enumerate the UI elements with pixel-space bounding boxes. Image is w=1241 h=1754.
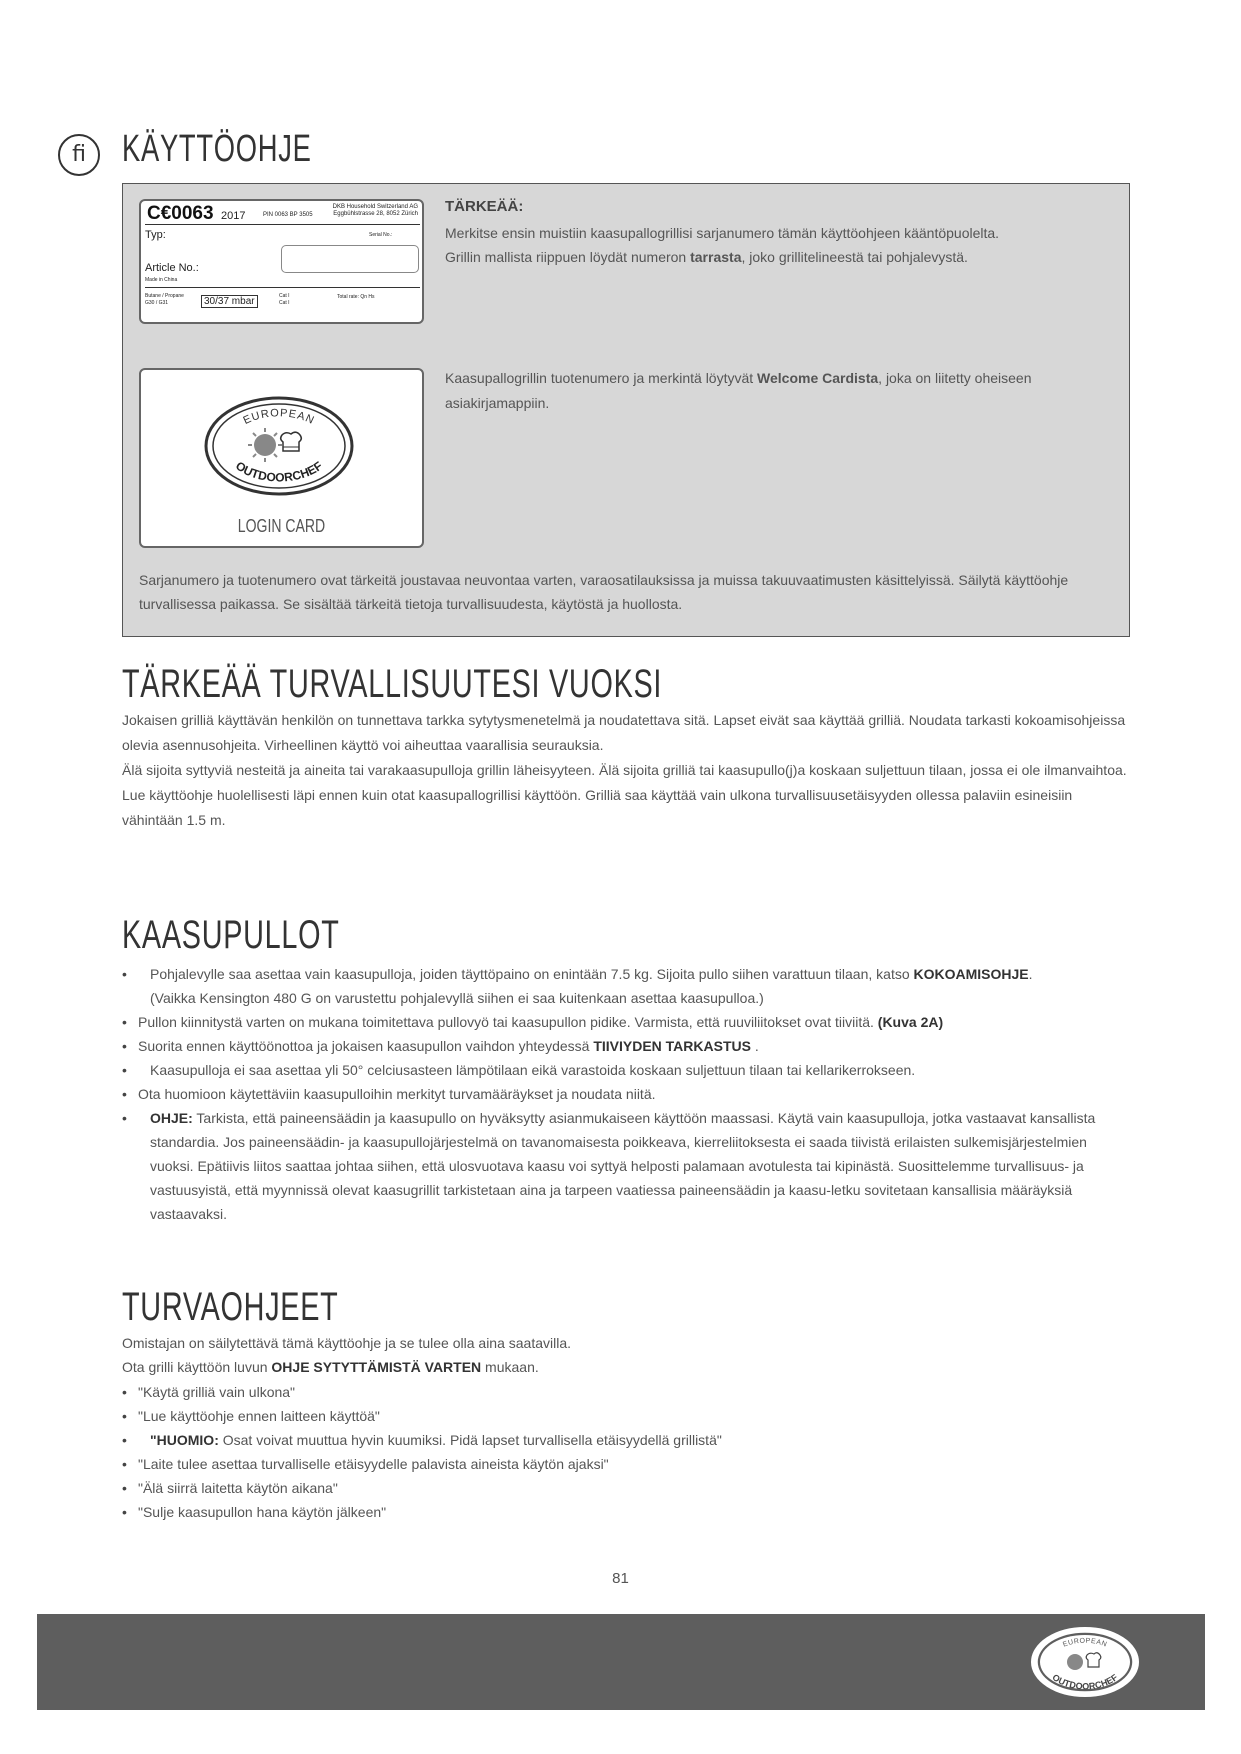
rating-label xyxy=(139,199,424,324)
list-item xyxy=(122,1428,1127,1452)
label-company: DKB Household Switzerland AG xyxy=(332,204,418,210)
outdoorchef-logo-icon xyxy=(203,395,355,497)
important-line2-bold: tarrasta xyxy=(690,249,742,265)
b3-bold: TIIVIYDEN TARKASTUS xyxy=(593,1038,751,1054)
label-year: 2017 xyxy=(221,210,246,222)
instructions-p1: Omistajan on säilytettävä tämä käyttöohje ja se tulee olla aina saatavilla. xyxy=(122,1335,572,1351)
login-text-bold: Welcome Cardista xyxy=(757,370,879,386)
outdoorchef-logo xyxy=(203,395,355,497)
i3-bold: "HUOMIO: xyxy=(150,1432,219,1448)
login-text-post: , joka on liitetty oheiseen asiakirjamappiin. xyxy=(445,370,1032,411)
logo-top-text: EUROPEAN xyxy=(241,407,317,428)
footer-outdoorchef-logo-icon xyxy=(1029,1625,1141,1700)
i4-text: "Laite tulee asettaa turvalliselle etäisyydelle palavista aineista käytön ajaksi" xyxy=(138,1456,609,1472)
list-item xyxy=(122,1106,1127,1226)
page-title: KÄYTTÖOHJE xyxy=(122,128,312,170)
list-item xyxy=(122,1404,1127,1428)
b1-line2: (Vaikka Kensington 480 G on varustettu pohjalevyllä siihen ei saa kuitenkaan asettaa kaasupulloa.) xyxy=(150,990,764,1006)
login-card-text xyxy=(445,366,1115,416)
important-line1: Merkitse ensin muistiin kaasupallogrillisi sarjanumero tämän käyttöohjeen kääntöpuolelta. xyxy=(445,225,1000,241)
safety-heading: TÄRKEÄÄ TURVALLISUUTESI VUOKSI xyxy=(122,662,663,706)
list-item xyxy=(122,1010,1127,1034)
b2-bold: (Kuva 2A) xyxy=(877,1014,944,1030)
list-item xyxy=(122,1500,1127,1524)
list-item xyxy=(122,1452,1127,1476)
label-total-rate: Total rate: Qn Hs xyxy=(337,294,375,300)
list-item xyxy=(122,1380,1127,1404)
label-category xyxy=(279,293,290,307)
p2-post: mukaan. xyxy=(481,1359,539,1375)
b6-text: Tarkista, että paineensäädin ja kaasupullo on hyväksytty asianmukaiseen käyttöön maassasi. Käytä vain kaasupulloja, jotka vastaavat kansallista standardia. Jos paineensäädin- ja kaasupullojärjestelmä on tavanomaisesta poikkeava, kierreliitoksesta ei saada tiivistä erilaisten sulkemisjärjestelmien vuoksi. Epätiivis liitos saattaa johtaa siihen, että ulosvuotava kaasu voi syttyä helposti palamaan avotulesta tai kipinästä. Suosittelemme turvallisuus- ja vastuusyistä, että myynnissä olevat kaasugrillit tarkistetaan aina ja tarpeen vaatiessa paineensäädin ja kaasu-letku sovitetaan kansallisia määräyksiä vastaavaksi. xyxy=(150,1110,1096,1222)
b1-post: . xyxy=(1028,966,1033,982)
rating-label-header xyxy=(145,203,420,225)
cylinders-list xyxy=(122,962,1127,1226)
b3-pre: Suorita ennen käyttöönottoa ja jokaisen kaasupullon vaihdon yhteydessä xyxy=(138,1038,594,1054)
label-pressure: 30/37 mbar xyxy=(201,295,258,308)
instructions-p2 xyxy=(122,1355,1127,1379)
instructions-list xyxy=(122,1380,1127,1524)
label-gas-type xyxy=(145,293,184,307)
cat-text: Cat I xyxy=(279,293,290,299)
cat2-text: Cat I xyxy=(279,300,290,306)
b5-text: Ota huomioon käytettäviin kaasupulloihin merkityt turvamääräykset ja noudata niitä. xyxy=(138,1086,656,1102)
label-street: Eggbühlstrasse 28, 8052 Zürich xyxy=(333,211,418,217)
b4-text: Kaasupulloja ei saa asettaa yli 50° celciusasteen lämpötilaan eikä varastoida koskaan suljettuun tilaan tai kellarikerrokseen. xyxy=(150,1062,916,1078)
login-card xyxy=(139,368,424,548)
footer-logo-top-text: EUROPEAN xyxy=(1062,1637,1108,1649)
list-item xyxy=(122,1082,1127,1106)
p2-pre: Ota grilli käyttöön luvun xyxy=(122,1359,272,1375)
i5-text: "Älä siirrä laitetta käytön aikana" xyxy=(138,1480,338,1496)
login-text-pre: Kaasupallogrillin tuotenumero ja merkintä löytyvät xyxy=(445,370,758,386)
footer-bar xyxy=(37,1614,1205,1710)
list-item xyxy=(122,1058,1127,1082)
label-made-in: Made in China xyxy=(145,277,178,283)
important-line2-pre: Grillin mallista riippuen löydät numeron xyxy=(445,249,691,265)
language-badge: fi xyxy=(58,134,100,176)
info-box xyxy=(122,183,1130,637)
ce-mark: C€0063 xyxy=(147,203,214,224)
serial-number-box xyxy=(281,245,419,273)
important-title: TÄRKEÄÄ: xyxy=(445,198,524,215)
i6-text: "Sulje kaasupullon hana käytön jälkeen" xyxy=(138,1504,387,1520)
page-number: 81 xyxy=(612,1570,629,1587)
login-card-label: LOGIN CARD xyxy=(237,516,326,536)
safety-paragraphs xyxy=(122,708,1127,833)
cylinders-heading: KAASUPULLOT xyxy=(122,913,340,957)
label-pin: PIN 0063 BP 3505 xyxy=(263,212,313,218)
safety-p2: Älä sijoita syttyviä nesteitä ja aineita tai varakaasupulloja grillin läheisyyteen. Älä sijoita grilliä tai kaasupullo(j)a koskaan suljettuun tilaan, jossa ei ole ilmanvaihtoa. xyxy=(122,762,1127,778)
b2-pre: Pullon kiinnitystä varten on mukana toimitettava pullovyö tai kaasupullon pidike. Varmista, että ruuviliitokset ovat tiiviitä. xyxy=(138,1014,878,1030)
b3-post: . xyxy=(750,1038,759,1054)
instructions-heading: TURVAOHJEET xyxy=(122,1285,339,1329)
label-address xyxy=(321,204,418,218)
footer-logo xyxy=(1029,1625,1141,1700)
b1-pre: Pohjalevylle saa asettaa vain kaasupulloja, joiden täyttöpaino on enintään 7.5 kg. Sijoita pullo siihen varattuun tilaan, katso xyxy=(150,966,914,982)
label-typ: Typ: xyxy=(145,229,166,241)
i2-text: "Lue käyttöohje ennen laitteen käyttöä" xyxy=(138,1408,380,1424)
b6-bold: OHJE: xyxy=(150,1110,193,1126)
list-item xyxy=(122,1476,1127,1500)
important-line2-post: , joko grillitelineestä tai pohjalevystä. xyxy=(741,249,968,265)
p2-bold: OHJE SYTYTTÄMISTÄ VARTEN xyxy=(271,1359,482,1375)
b1-bold: KOKOAMISOHJE xyxy=(913,966,1029,982)
i1-text: "Käytä grilliä vain ulkona" xyxy=(138,1384,296,1400)
list-item xyxy=(122,962,1127,1010)
label-serial: Serial No.: xyxy=(369,232,393,238)
safety-p1: Jokaisen grilliä käyttävän henkilön on tunnettava tarkka sytytysmenetelmä ja noudatettava sitä. Lapset eivät saa käyttää grilliä. Noudata tarkasti kokoamisohjeissa olevia asennusohjeita. Virheellinen käyttö voi aiheuttaa vaarallisia seurauksia. xyxy=(122,712,1126,753)
gas-group-text: G30 / G31 xyxy=(145,300,169,306)
footer-logo-bottom-text: OUTDOORCHEF xyxy=(1050,1672,1120,1692)
label-article: Article No.: xyxy=(145,262,199,274)
label-divider xyxy=(145,287,420,288)
safety-p3: Lue käyttöohje huolellisesti läpi ennen kuin otat kaasupallogrillisi käyttöön. Grilliä saa käyttää vain ulkona turvallisuusetäisyyden ollessa palaviin esineisiin vähintään 1.5 m. xyxy=(122,787,1073,828)
i3-text: Osat voivat muuttua hyvin kuumiksi. Pidä lapset turvallisella etäisyydellä grillistä" xyxy=(218,1432,722,1448)
instructions-intro xyxy=(122,1331,1127,1379)
important-text xyxy=(445,221,1115,269)
logo-bottom-text: OUTDOORCHEF xyxy=(233,458,325,485)
list-item xyxy=(122,1034,1127,1058)
serial-note: Sarjanumero ja tuotenumero ovat tärkeitä joustavaa neuvontaa varten, varaosatilauksissa ja muissa takuuvaatimusten käsittelyissä. Säilytä käyttöohje turvallisessa paikassa. Se sisältää tärkeitä tietoja turvallisuudesta, käytöstä ja huollosta. xyxy=(139,572,1069,612)
gas-type-text: Butane / Propane xyxy=(145,293,184,299)
